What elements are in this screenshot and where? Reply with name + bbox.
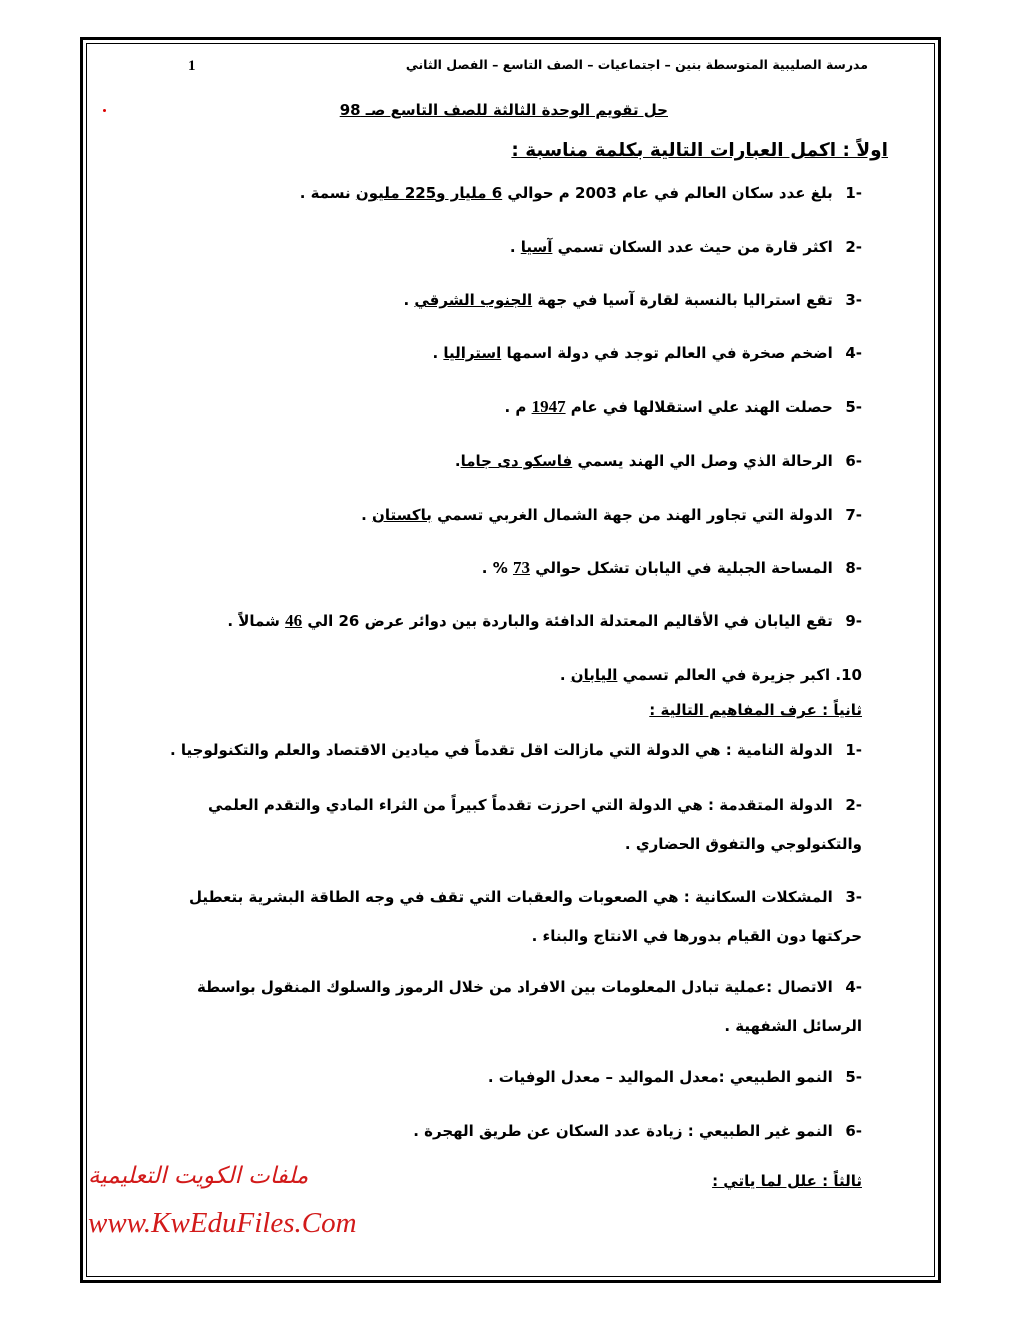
definition-item-6 [413,1121,862,1141]
fill-item-2 [510,237,862,257]
item-text-after: % . [481,559,513,577]
item-text-before: اكبر جزيرة في العالم تسمي [617,666,831,684]
page-border-inner [86,43,935,1277]
item-number: -4 [845,978,862,996]
item-text-before: حصلت الهند علي استقلالها في عام [565,398,833,416]
item-number: -3 [845,888,862,906]
item-number: -6 [845,452,862,470]
item-answer: اليابان [570,666,618,684]
item-number: 10. [835,666,862,684]
definition-text: الدولة المتقدمة : هي الدولة التي احرزت تقدماً كبيراً من الثراء المادي والتقدم العلمي والتكنولوجي والتفوق الحضاري . [208,796,862,853]
item-number: -9 [845,612,862,630]
item-number: -7 [845,506,862,524]
definition-item-2 [142,786,862,864]
item-answer: باكستان [372,506,432,524]
definition-text: النمو غير الطبيعي : زيادة عدد السكان عن طريق الهجرة . [413,1122,833,1140]
fill-item-5 [504,397,862,417]
definition-text: الدولة النامية : هي الدولة التي مازالت اقل تقدماً في ميادين الاقتصاد والعلم والتكنولوجيا . [169,741,833,759]
item-number: -6 [845,1122,862,1140]
school-header: مدرسة الصليبية المتوسطة بنين – اجتماعيات – الصف التاسع – الفصل الثاني [405,57,868,72]
item-answer: فاسكو دى جاما [460,452,573,470]
section3-heading: ثالثاً : علل لما ياتي : [712,1172,862,1190]
definition-text: النمو الطبيعي :معدل المواليد – معدل الوفيات . [487,1068,833,1086]
item-text-after: . [509,238,521,256]
item-number: -8 [845,559,862,577]
item-answer: 46 [285,611,303,630]
item-text-after: شمالاً . [227,612,286,630]
item-text-after: . [403,291,415,309]
page-number: 1 [188,58,196,74]
item-text-before: الرحالة الذي وصل الي الهند يسمي [572,452,833,470]
fill-item-10 [560,665,862,685]
definition-item-4 [142,968,862,1046]
definition-item-3 [142,878,862,956]
section2-heading: ثانياً : عرف المفاهيم التالية : [649,701,862,719]
fill-item-7 [361,505,862,525]
fill-item-3 [403,290,862,310]
item-answer: الجنوب الشرقي [414,291,533,309]
item-number: -5 [845,1068,862,1086]
definition-item-5 [488,1067,862,1087]
item-answer: 6 مليار و225 مليون [355,184,503,202]
item-text-after: م . [504,398,532,416]
item-number: -1 [845,741,862,759]
item-text-after: . [454,452,461,470]
fill-item-8 [482,558,862,578]
item-number: -1 [845,184,862,202]
item-text-after: . [432,344,444,362]
item-text-after: . [361,506,373,524]
watermark-arabic: ملفات الكويت التعليمية [88,1163,309,1189]
item-text-after: نسمة . [299,184,356,202]
red-dot-mark [103,109,106,112]
fill-item-1 [300,183,862,203]
fill-item-4 [432,343,862,363]
item-text-after: . [559,666,571,684]
fill-item-6 [455,451,862,471]
definition-text: المشكلات السكانية : هي الصعوبات والعقبات التي تقف في وجه الطاقة البشرية بتعطيل حركتها دون القيام بدورها في الانتاج والبناء . [188,888,862,945]
document-title: حل تقويم الوحدة الثالثة للصف التاسع صـ 98 [339,101,668,119]
item-text-before: بلغ عدد سكان العالم في عام 2003 م حوالي [502,184,833,202]
item-number: -2 [845,238,862,256]
item-answer: آسيا [520,238,553,256]
fill-item-9 [227,611,862,631]
item-number: -4 [845,344,862,362]
item-answer: 73 [512,558,530,577]
item-answer: 1947 [531,397,566,416]
item-number: -5 [845,398,862,416]
item-text-before: اضخم صخرة في العالم توجد في دولة اسمها [501,344,833,362]
item-text-before: الدولة التي تجاور الهند من جهة الشمال الغربي تسمي [431,506,833,524]
item-text-before: اكثر قارة من حيث عدد السكان تسمي [552,238,833,256]
item-answer: استراليا [443,344,502,362]
item-text-before: تقع استراليا بالنسبة لقارة آسيا في جهة [532,291,833,309]
item-number: -3 [845,291,862,309]
item-number: -2 [845,796,862,814]
definition-item-1 [142,732,862,769]
item-text-before: تقع اليابان في الأقاليم المعتدلة الدافئة والباردة بين دوائر عرض 26 الي [302,612,833,630]
section1-heading: اولاً : اكمل العبارات التالية بكلمة مناسبة : [511,140,888,161]
item-text-before: المساحة الجبلية في اليابان تشكل حوالي [529,559,833,577]
definition-text: الاتصال :عملية تبادل المعلومات بين الافراد من خلال الرموز والسلوك المنقول بواسطة الرسائل الشفهية . [196,978,862,1035]
watermark-url: www.KwEduFiles.Com [88,1207,357,1239]
